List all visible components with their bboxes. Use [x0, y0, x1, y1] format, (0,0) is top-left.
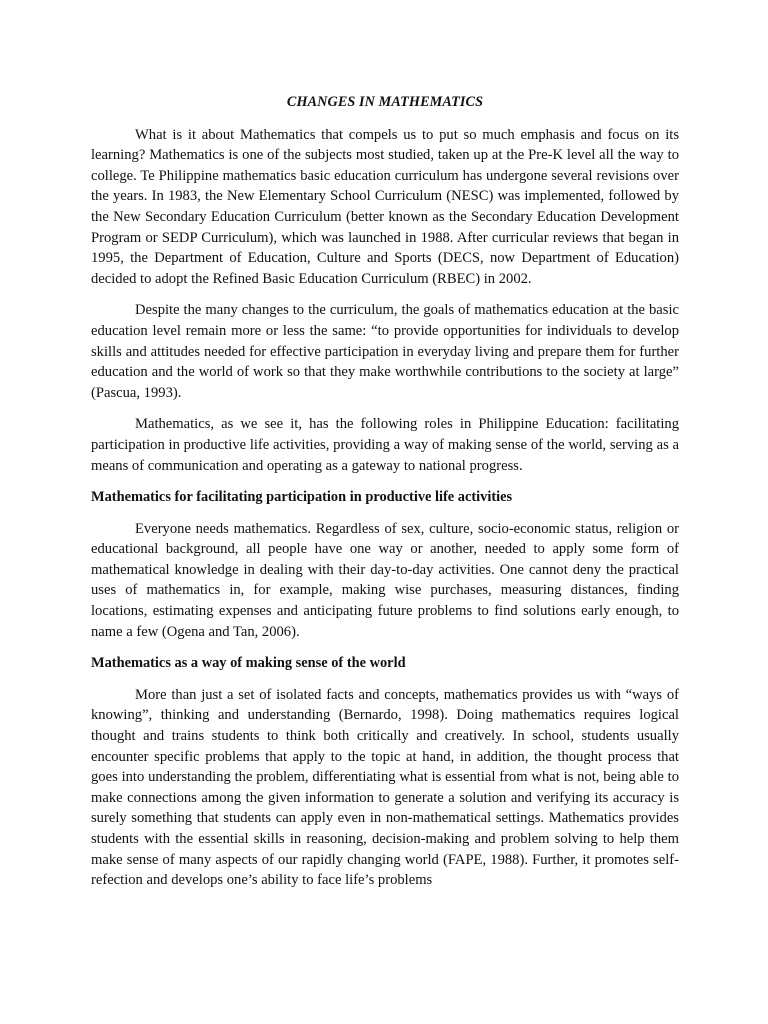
intro-paragraph-2: Despite the many changes to the curriculum, the goals of mathematics education at the basic education level remain more or less the same: “to provide opportunities for individuals to develop skills and attitudes needed for effective participation in everyday living and prepare them for further education and the world of work so that they make worthwhile contributions to the society at large” (Pascua, 1993). — [91, 302, 679, 401]
document-page — [91, 92, 679, 902]
section-paragraph-productive-life: Everyone needs mathematics. Regardless of sex, culture, socio-economic status, religion or educational background, all people have one way or another, needed to apply some form of mathematical knowledge in dealing with their day-to-day activities. One cannot deny the practical uses of mathematics in, for example, making wise purchases, measuring distances, finding locations, estimating expenses and anticipating future problems to find solutions early enough, to name a few (Ogena and Tan, 2006). — [91, 520, 679, 640]
section-paragraph-making-sense: More than just a set of isolated facts and concepts, mathematics provides us with “ways of knowing”, thinking and understanding (Bernardo, 1998). Doing mathematics requires logical thought and trains students to think both critically and creatively. In school, students usually encounter specific problems that apply to the topic at hand, in addition, the thought process that goes into understanding the problem, differentiating what is essential from what is not, being able to make connections among the given information to generate a solution and verifying its accuracy is surely something that students can apply even in non-mathematical settings. Mathematics provides students with the essential skills in reasoning, decision-making and problem solving to help them make sense of many aspects of our rapidly changing world (FAPE, 1988). Further, it promotes self-refection and develops one’s ability to face life’s problems — [91, 686, 679, 889]
document-title: CHANGES IN MATHEMATICS — [286, 94, 484, 110]
intro-paragraph-3: Mathematics, as we see it, has the following roles in Philippine Education: facilitating participation in productive life activities, providing a way of making sense of the world, serving as a means of communication and operating as a gateway to national progress. — [91, 416, 679, 474]
intro-paragraph-1: What is it about Mathematics that compels us to put so much emphasis and focus on its learning? Mathematics is one of the subjects most studied, taken up at the Pre-K level all the way to college. Te Philippine mathematics basic education curriculum has undergone several revisions over the years. In 1983, the New Elementary School Curriculum (NESC) was implemented, followed by the New Secondary Education Curriculum (better known as the Secondary Education Development Program or SEDP Curriculum), which was launched in 1988. After curricular reviews that began in 1995, the Department of Education, Culture and Sports (DECS, now Department of Education) decided to adopt the Refined Basic Education Curriculum (RBEC) in 2002. — [91, 126, 679, 287]
section-heading-productive-life: Mathematics for facilitating participation in productive life activities — [91, 489, 513, 506]
section-heading-making-sense: Mathematics as a way of making sense of the world — [91, 655, 406, 672]
